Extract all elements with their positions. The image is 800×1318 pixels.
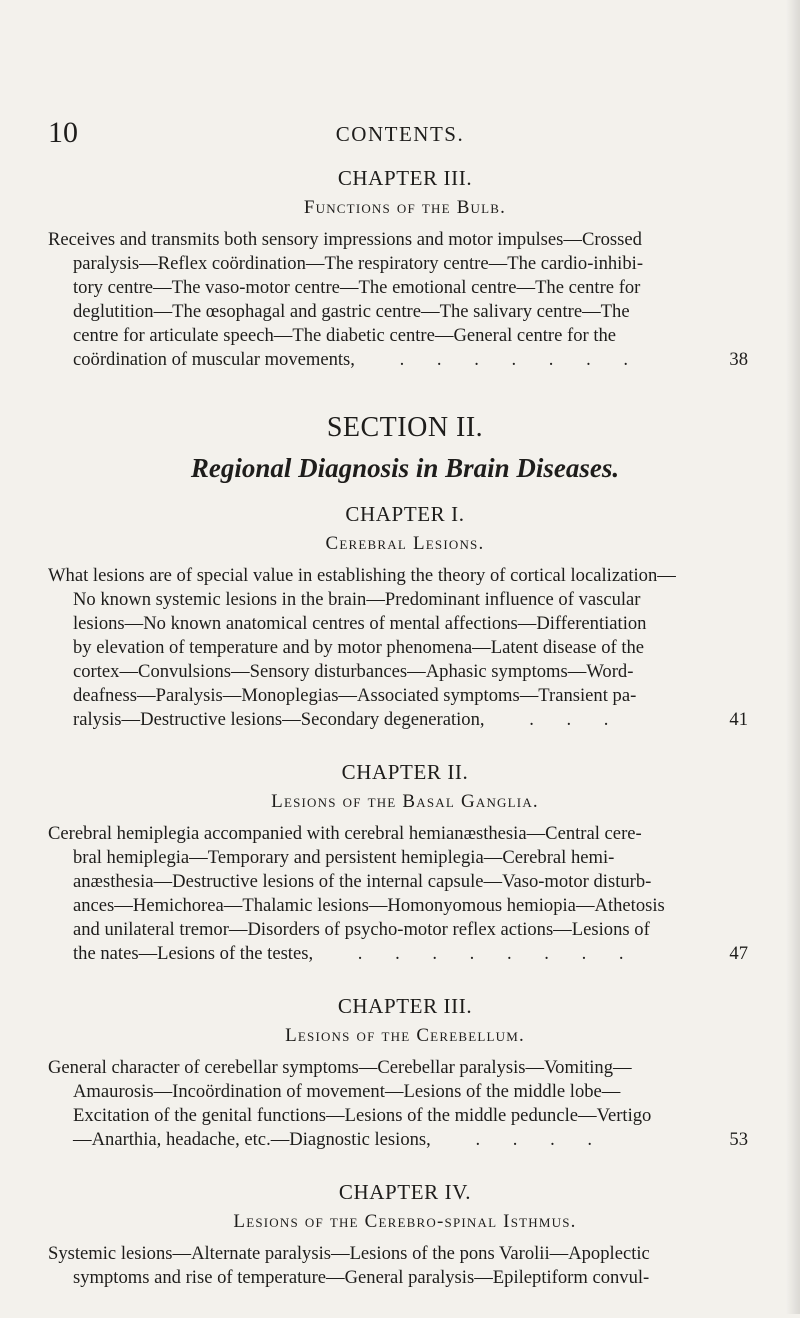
summary-line: lesions—No known anatomical centres of mental affections—Differentiation — [73, 613, 647, 634]
toc-entry — [48, 502, 762, 732]
summary-line: ances—Hemichorea—Thalamic lesions—Homonyomous hemiopia—Athetosis — [73, 895, 665, 916]
summary-line: tory centre—The vaso-motor centre—The emotional centre—The centre for — [73, 277, 641, 298]
summary-text: —Anarthia, headache, etc.—Diagnostic lesions, — [73, 1129, 431, 1150]
summary-line: Amaurosis—Incoördination of movement—Lesions of the middle lobe— — [73, 1081, 621, 1102]
chapter-heading: CHAPTER IV. — [338, 1180, 472, 1204]
leader-dots: . . . . — [475, 1129, 607, 1150]
leader-dots: . . . . . . . — [399, 349, 643, 370]
toc-entry — [48, 166, 762, 372]
summary-line: anæsthesia—Destructive lesions of the internal capsule—Vaso-motor disturb- — [73, 871, 652, 892]
leader-dots: . . . . . . . . — [357, 943, 638, 964]
summary-line: cortex—Convulsions—Sensory disturbances—Aphasic symptoms—Word- — [73, 661, 634, 682]
page-number: 10 — [48, 116, 78, 149]
summary-line: Cerebral hemiplegia accompanied with cerebral hemianæsthesia—Central cere- — [48, 823, 642, 844]
summary-line: centre for articulate speech—The diabetic centre—General centre for the — [73, 325, 617, 346]
page-reference: 47 — [729, 943, 748, 964]
summary-line: What lesions are of special value in establishing the theory of cortical localization— — [48, 565, 676, 586]
summary-line: No known systemic lesions in the brain—Predominant influence of vascular — [73, 589, 641, 610]
summary-line: Systemic lesions—Alternate paralysis—Lesions of the pons Varolii—Apoplectic — [48, 1243, 650, 1264]
summary-line: paralysis—Reflex coördination—The respiratory centre—The cardio-inhibi- — [73, 253, 644, 274]
summary-text: coördination of muscular movements, — [73, 349, 355, 370]
chapter-summary — [48, 228, 762, 372]
summary-line: bral hemiplegia—Temporary and persistent hemiplegia—Cerebral hemi- — [73, 847, 615, 868]
chapter-heading: CHAPTER II. — [341, 760, 469, 784]
chapter-title: Lesions of the Cerebellum. — [285, 1025, 525, 1046]
chapter-title: Lesions of the Basal Ganglia. — [271, 791, 539, 812]
page-edge-shadow — [786, 0, 800, 1314]
summary-line: Excitation of the genital functions—Lesions of the middle peduncle—Vertigo — [73, 1105, 652, 1126]
chapter-heading: CHAPTER I. — [345, 502, 465, 526]
summary-line: Receives and transmits both sensory impressions and motor impulses—Crossed — [48, 229, 642, 250]
summary-line: General character of cerebellar symptoms—Cerebellar paralysis—Vomiting— — [48, 1057, 632, 1078]
contents-body — [48, 166, 762, 1318]
toc-entry — [48, 760, 762, 966]
summary-text: ralysis—Destructive lesions—Secondary degeneration, — [73, 709, 485, 730]
section-heading: SECTION II. — [326, 412, 484, 443]
summary-line: deglutition—The œsophagal and gastric centre—The salivary centre—The — [73, 301, 630, 322]
running-head — [0, 118, 800, 148]
chapter-title: Functions of the Bulb. — [303, 197, 507, 218]
page-reference: 53 — [729, 1129, 748, 1150]
summary-text: the nates—Lesions of the testes, — [73, 943, 314, 964]
page-reference: 38 — [729, 349, 748, 370]
leader-dots: . . . — [529, 709, 623, 730]
running-title: CONTENTS. — [335, 122, 465, 146]
toc-entry — [48, 994, 762, 1152]
chapter-summary — [48, 1242, 762, 1290]
summary-line: and unilateral tremor—Disorders of psycho-motor reflex actions—Lesions of — [73, 919, 650, 940]
summary-line: deafness—Paralysis—Monoplegias—Associated symptoms—Transient pa- — [73, 685, 637, 706]
chapter-title: Cerebral Lesions. — [325, 533, 485, 554]
toc-entry — [48, 1180, 762, 1290]
chapter-heading: CHAPTER III. — [337, 166, 473, 190]
chapter-heading: CHAPTER III. — [337, 994, 473, 1018]
section-title: Regional Diagnosis in Brain Diseases. — [190, 453, 620, 483]
summary-line-last — [73, 1128, 762, 1152]
chapter-summary — [48, 564, 762, 732]
summary-line-last — [73, 708, 762, 732]
summary-line-last — [73, 942, 762, 966]
summary-line-last — [73, 348, 762, 372]
chapter-title: Lesions of the Cerebro-spinal Isthmus. — [233, 1211, 577, 1232]
summary-line: symptoms and rise of temperature—General paralysis—Epileptiform convul- — [73, 1267, 650, 1288]
summary-line: by elevation of temperature and by motor phenomena—Latent disease of the — [73, 637, 645, 658]
page-reference: 41 — [729, 709, 748, 730]
chapter-summary — [48, 822, 762, 966]
chapter-summary — [48, 1056, 762, 1152]
